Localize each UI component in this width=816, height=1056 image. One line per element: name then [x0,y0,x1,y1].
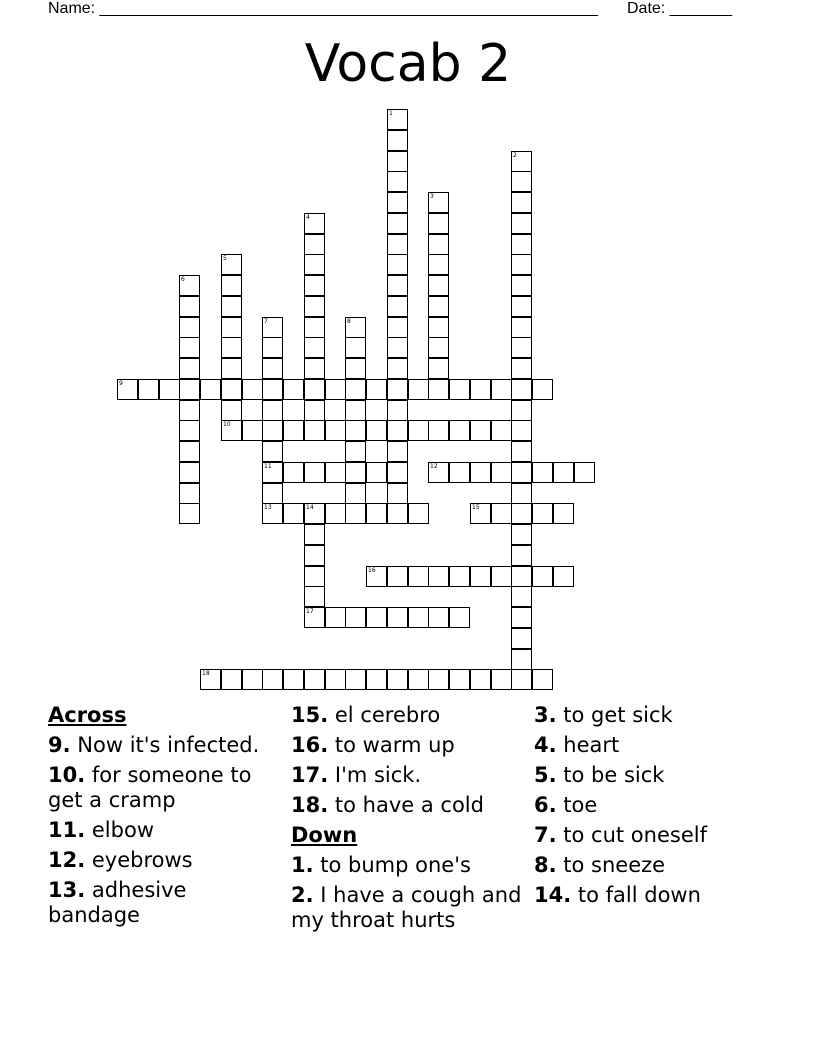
grid-cell[interactable] [345,503,366,524]
grid-cell[interactable] [345,441,366,462]
grid-cell[interactable] [387,296,408,317]
clue-across-11: 11. elbow [48,818,154,842]
grid-cell[interactable] [408,566,429,587]
grid-cell[interactable] [366,503,387,524]
grid-cell[interactable] [532,669,553,690]
grid-cell[interactable] [304,358,325,379]
grid-cell[interactable] [345,607,366,628]
grid-cell[interactable] [428,337,449,358]
grid-cell[interactable] [408,669,429,690]
grid-cell[interactable] [428,420,449,441]
grid-cell[interactable] [428,192,449,213]
grid-cell[interactable] [511,296,532,317]
grid-cell[interactable] [511,503,532,524]
grid-cell[interactable] [428,462,449,483]
grid-cell[interactable] [491,420,512,441]
clue-number: 9 [119,380,123,387]
grid-cell[interactable] [366,420,387,441]
grid-cell[interactable] [325,379,346,400]
grid-cell[interactable] [262,483,283,504]
grid-cell[interactable] [511,379,532,400]
clue-number: 15 [472,504,480,511]
grid-cell[interactable] [387,669,408,690]
grid-cell[interactable] [179,441,200,462]
grid-cell[interactable] [221,358,242,379]
grid-cell[interactable] [221,296,242,317]
grid-cell[interactable] [283,669,304,690]
grid-cell[interactable] [345,379,366,400]
grid-cell[interactable] [304,213,325,234]
grid-cell[interactable] [345,483,366,504]
clue-across-17: 17. I'm sick. [291,763,422,787]
clue-number: 16 [368,567,376,574]
grid-cell[interactable] [304,607,325,628]
grid-cell[interactable] [304,545,325,566]
clue-number: 7 [264,318,268,325]
grid-cell[interactable] [304,296,325,317]
grid-cell[interactable] [387,441,408,462]
grid-cell[interactable] [242,379,263,400]
grid-cell[interactable] [283,379,304,400]
grid-cell[interactable] [511,275,532,296]
grid-cell[interactable] [387,109,408,130]
grid-cell[interactable] [408,420,429,441]
grid-cell[interactable] [387,213,408,234]
grid-cell[interactable] [304,566,325,587]
clue-down-7: 7. to cut oneself [534,823,707,847]
clue-across-13: 13. adhesive bandage [48,878,187,927]
grid-cell[interactable] [179,483,200,504]
across-heading: Across [48,703,127,727]
grid-cell[interactable] [221,254,242,275]
grid-cell[interactable] [553,503,574,524]
grid-cell[interactable] [491,379,512,400]
grid-cell[interactable] [449,420,470,441]
grid-cell[interactable] [117,379,138,400]
grid-cell[interactable] [179,420,200,441]
grid-cell[interactable] [511,586,532,607]
grid-cell[interactable] [304,400,325,421]
grid-cell[interactable] [387,130,408,151]
grid-cell[interactable] [511,420,532,441]
grid-cell[interactable] [511,317,532,338]
grid-cell[interactable] [491,669,512,690]
grid-cell[interactable] [387,483,408,504]
grid-cell[interactable] [179,503,200,524]
grid-cell[interactable] [325,462,346,483]
grid-cell[interactable] [408,379,429,400]
grid-cell[interactable] [449,566,470,587]
clue-across-18: 18. to have a cold [291,793,484,817]
grid-cell[interactable] [283,462,304,483]
grid-cell[interactable] [221,379,242,400]
grid-cell[interactable] [387,462,408,483]
grid-cell[interactable] [428,607,449,628]
grid-cell[interactable] [553,462,574,483]
grid-cell[interactable] [304,234,325,255]
grid-cell[interactable] [428,566,449,587]
grid-cell[interactable] [304,254,325,275]
grid-cell[interactable] [345,358,366,379]
grid-cell[interactable] [345,317,366,338]
clue-down-14: 14. to fall down [534,883,701,907]
grid-cell[interactable] [221,420,242,441]
grid-cell[interactable] [221,669,242,690]
grid-cell[interactable] [387,566,408,587]
grid-cell[interactable] [262,420,283,441]
grid-cell[interactable] [511,483,532,504]
grid-cell[interactable] [387,171,408,192]
grid-cell[interactable] [304,503,325,524]
grid-cell[interactable] [304,337,325,358]
date-field: Date: _______ [627,0,732,17]
grid-cell[interactable] [262,317,283,338]
grid-cell[interactable] [262,462,283,483]
grid-cell[interactable] [387,275,408,296]
grid-cell[interactable] [387,379,408,400]
grid-cell[interactable] [366,379,387,400]
grid-cell[interactable] [387,234,408,255]
name-field: Name: ________________________________________________________ [48,0,598,17]
grid-cell[interactable] [221,317,242,338]
grid-cell[interactable] [283,503,304,524]
grid-cell[interactable] [366,607,387,628]
clue-number: 6 [181,276,185,283]
grid-cell[interactable] [470,669,491,690]
grid-cell[interactable] [304,524,325,545]
grid-cell[interactable] [428,669,449,690]
grid-cell[interactable] [242,669,263,690]
grid-cell[interactable] [179,296,200,317]
grid-cell[interactable] [345,462,366,483]
grid-cell[interactable] [387,254,408,275]
grid-cell[interactable] [262,337,283,358]
clue-number: 5 [223,255,227,262]
clue-number: 10 [223,421,231,428]
grid-cell[interactable] [242,420,263,441]
clue-number: 2 [513,152,517,159]
clue-number: 18 [202,670,210,677]
grid-cell[interactable] [138,379,159,400]
grid-cell[interactable] [428,275,449,296]
grid-cell[interactable] [470,503,491,524]
grid-cell[interactable] [262,379,283,400]
grid-cell[interactable] [428,358,449,379]
down-heading: Down [291,823,358,847]
grid-cell[interactable] [387,400,408,421]
grid-cell[interactable] [179,337,200,358]
grid-cell[interactable] [511,213,532,234]
grid-cell[interactable] [470,379,491,400]
page-title: Vocab 2 [304,34,512,94]
grid-cell[interactable] [200,669,221,690]
grid-cell[interactable] [511,649,532,670]
clue-across-9: 9. Now it's infected. [48,733,260,757]
grid-cell[interactable] [511,171,532,192]
grid-cell[interactable] [221,400,242,421]
grid-cell[interactable] [511,607,532,628]
grid-cell[interactable] [304,275,325,296]
clue-number: 17 [306,608,314,615]
grid-cell[interactable] [304,420,325,441]
grid-cell[interactable] [511,400,532,421]
grid-cell[interactable] [304,379,325,400]
grid-cell[interactable] [179,358,200,379]
grid-cell[interactable] [325,669,346,690]
grid-cell[interactable] [408,607,429,628]
grid-cell[interactable] [262,358,283,379]
grid-cell[interactable] [345,400,366,421]
grid-cell[interactable] [511,254,532,275]
clue-across-16: 16. to warm up [291,733,455,757]
grid-cell[interactable] [449,607,470,628]
grid-cell[interactable] [449,462,470,483]
grid-cell[interactable] [428,234,449,255]
grid-cell[interactable] [387,337,408,358]
grid-cell[interactable] [511,337,532,358]
grid-cell[interactable] [387,192,408,213]
clue-down-4: 4. heart [534,733,620,757]
grid-cell[interactable] [491,566,512,587]
grid-cell[interactable] [428,317,449,338]
grid-cell[interactable] [574,462,595,483]
clue-across-10: 10. for someone to get a cramp [48,763,252,812]
grid-cell[interactable] [283,420,304,441]
grid-cell[interactable] [325,420,346,441]
grid-cell[interactable] [511,669,532,690]
clue-number: 14 [306,504,314,511]
grid-cell[interactable] [470,420,491,441]
clue-number: 11 [264,463,272,470]
grid-cell[interactable] [428,254,449,275]
clue-down-8: 8. to sneeze [534,853,666,877]
clue-down-5: 5. to be sick [534,763,665,787]
grid-cell[interactable] [304,317,325,338]
clue-down-3: 3. to get sick [534,703,673,727]
clue-down-1: 1. to bump one's [291,853,471,877]
grid-cell[interactable] [387,358,408,379]
grid-cell[interactable] [179,317,200,338]
grid-cell[interactable] [179,462,200,483]
grid-cell[interactable] [387,317,408,338]
clue-number: 8 [347,318,351,325]
grid-cell[interactable] [532,462,553,483]
grid-cell[interactable] [262,441,283,462]
grid-cell[interactable] [179,379,200,400]
grid-cell[interactable] [200,379,221,400]
grid-cell[interactable] [511,192,532,213]
clue-number: 4 [306,214,310,221]
grid-cell[interactable] [470,462,491,483]
grid-cell[interactable] [428,296,449,317]
grid-cell[interactable] [366,462,387,483]
clue-number: 1 [389,110,393,117]
grid-cell[interactable] [159,379,180,400]
grid-cell[interactable] [366,669,387,690]
grid-cell[interactable] [345,420,366,441]
grid-cell[interactable] [511,234,532,255]
grid-cell[interactable] [491,462,512,483]
grid-cell[interactable] [511,566,532,587]
grid-cell[interactable] [345,337,366,358]
grid-cell[interactable] [221,337,242,358]
grid-cell[interactable] [262,503,283,524]
clue-column-1 [48,703,280,933]
grid-cell[interactable] [262,669,283,690]
clue-number: 12 [430,463,438,470]
grid-cell[interactable] [408,503,429,524]
grid-cell[interactable] [511,441,532,462]
clue-across-15: 15. el cerebro [291,703,441,727]
grid-cell[interactable] [511,151,532,172]
grid-cell[interactable] [262,400,283,421]
grid-cell[interactable] [387,503,408,524]
clue-across-12: 12. eyebrows [48,848,193,872]
grid-cell[interactable] [428,379,449,400]
grid-cell[interactable] [179,400,200,421]
grid-cell[interactable] [511,524,532,545]
grid-cell[interactable] [345,669,366,690]
grid-cell[interactable] [532,503,553,524]
grid-cell[interactable] [221,275,242,296]
grid-cell[interactable] [470,566,491,587]
grid-cell[interactable] [304,586,325,607]
grid-cell[interactable] [428,213,449,234]
grid-cell[interactable] [553,566,574,587]
grid-cell[interactable] [449,379,470,400]
grid-cell[interactable] [511,545,532,566]
grid-cell[interactable] [511,462,532,483]
grid-cell[interactable] [387,151,408,172]
clue-down-6: 6. toe [534,793,598,817]
grid-cell[interactable] [325,503,346,524]
grid-cell[interactable] [532,566,553,587]
grid-cell[interactable] [511,628,532,649]
grid-cell[interactable] [304,669,325,690]
grid-cell[interactable] [366,566,387,587]
grid-cell[interactable] [532,379,553,400]
grid-cell[interactable] [179,275,200,296]
clue-number: 3 [430,193,434,200]
clue-column-3 [534,703,774,913]
grid-cell[interactable] [491,503,512,524]
clue-column-2 [291,703,529,938]
grid-cell[interactable] [304,462,325,483]
grid-cell[interactable] [387,420,408,441]
grid-cell[interactable] [387,607,408,628]
grid-cell[interactable] [325,607,346,628]
clue-number: 13 [264,504,272,511]
grid-cell[interactable] [511,358,532,379]
clue-down-2: 2. I have a cough and my throat hurts [291,883,522,932]
grid-cell[interactable] [449,669,470,690]
